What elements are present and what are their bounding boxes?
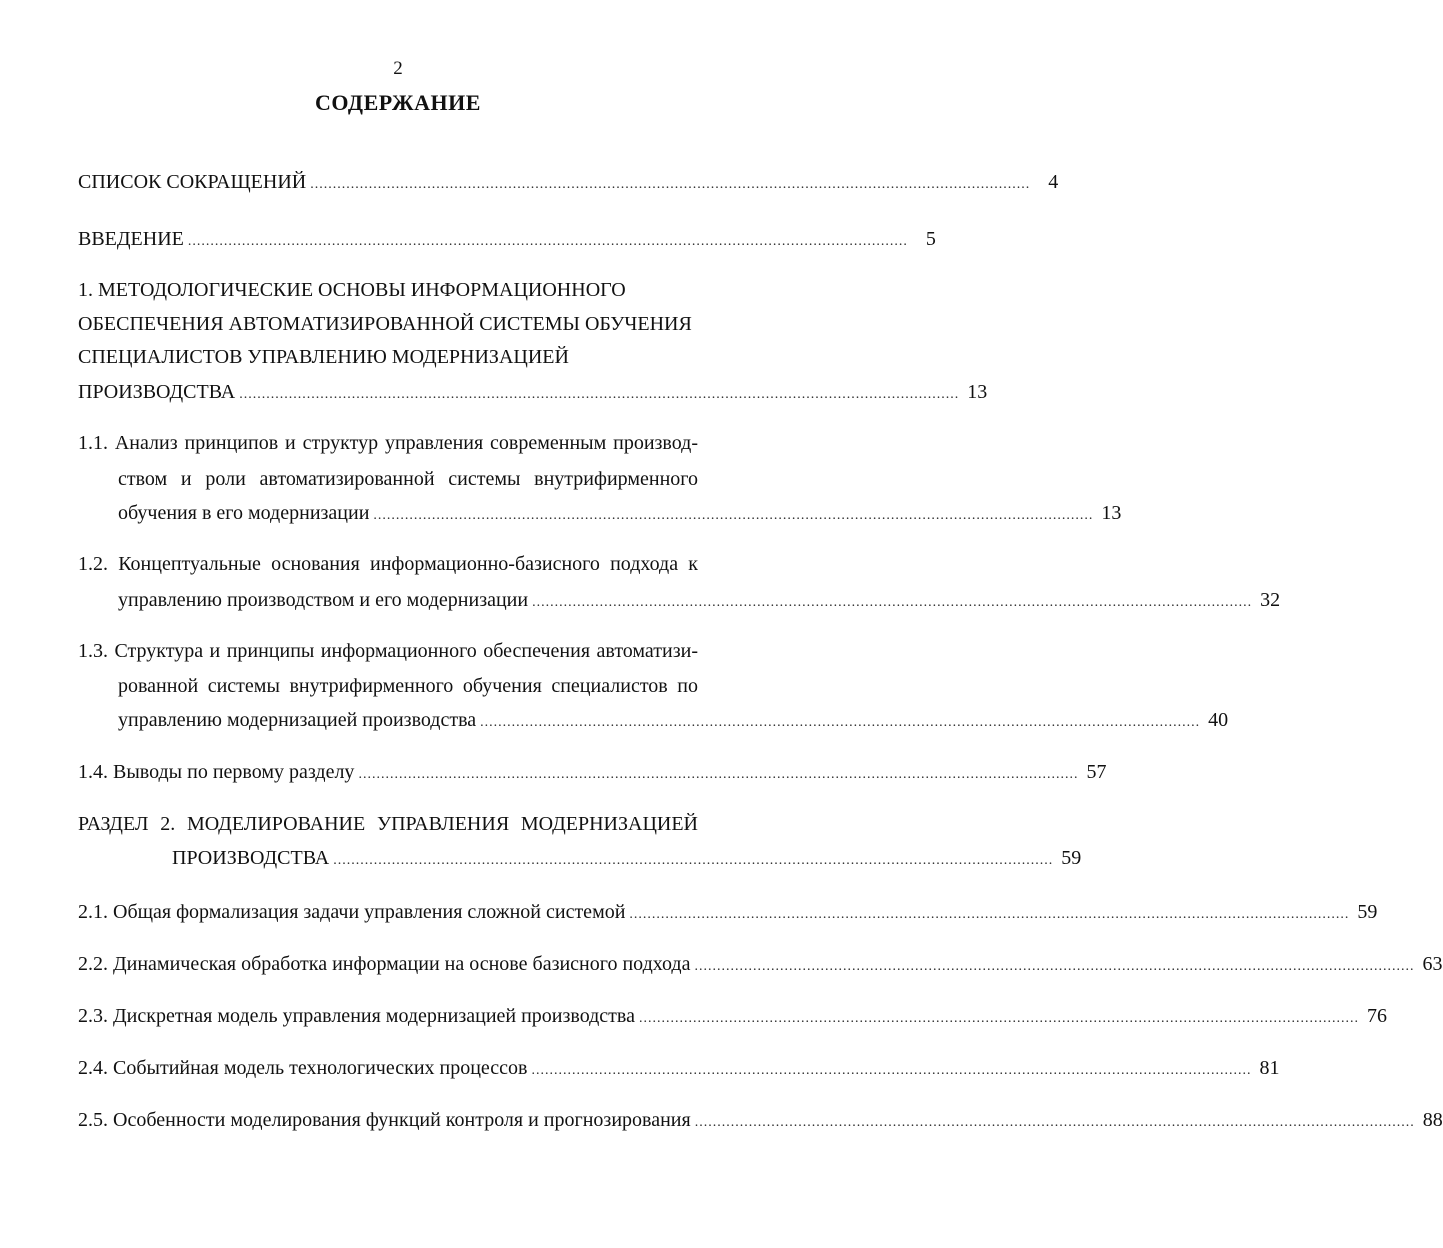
toc-entry-text: 2.2. Динамическая обработка информации на основе базисного подхода [78,953,691,975]
toc-entry-section-2-1[interactable] [78,900,1378,927]
toc-entry-text: 2.3. Дискретная модель управления модернизацией производства [78,1005,635,1027]
toc-entry-text-line: ПРОИЗВОДСТВА [172,847,330,869]
toc-entry-abbreviations[interactable] [78,170,1059,197]
toc-entry-page: 59 [1061,847,1082,869]
toc-entry-text: ВВЕДЕНИЕ [78,228,184,250]
dot-leader: ................................................................................................................................................................ [532,595,1253,610]
toc-entry-text-line: ПРОИЗВОДСТВА [78,381,236,403]
toc-entry-text-line: управлению производством и его модернизации [118,589,529,611]
toc-entry-page: 88 [1422,1109,1443,1131]
dot-leader: ................................................................................................................................................................ [694,959,1415,974]
dot-leader: ................................................................................................................................................................ [638,1011,1359,1026]
toc-entry-text: СПИСОК СОКРАЩЕНИЙ [78,171,307,193]
toc-entry-text-line: рованной системы внутрифирменного обучения специалистов по [118,675,698,697]
toc-entry-text-line: ством и роли автоматизированной системы внутрифирменного [118,468,698,490]
dot-leader: ................................................................................................................................................................ [187,234,908,249]
toc-entry-section-2-5[interactable] [78,1108,1443,1135]
toc-entry-text-line: обучения в его модернизации [118,502,370,524]
dot-leader: ................................................................................................................................................................ [358,767,1079,782]
toc-entry-page: 32 [1260,589,1281,611]
toc-entry-page: 13 [967,381,988,403]
toc-entry-text-line: 1.1. Анализ принципов и структур управления современным производ- [78,432,698,454]
toc-entry-text-line: 1.3. Структура и принципы информационного обеспечения автоматизи- [78,640,698,662]
dot-leader: ................................................................................................................................................................ [333,853,1054,868]
toc-entry-page: 40 [1208,709,1229,731]
toc-entry-page: 59 [1357,901,1378,923]
toc-entry-text-line: управлению модернизацией производства [118,709,477,731]
toc-entry-text: 2.5. Особенности моделирования функций контроля и прогнозирования [78,1109,691,1131]
toc-entry-text-line: РАЗДЕЛ 2. МОДЕЛИРОВАНИЕ УПРАВЛЕНИЯ МОДЕРНИЗАЦИЕЙ [78,813,698,835]
toc-entry-section-2-3[interactable] [78,1004,1387,1031]
dot-leader: ................................................................................................................................................................ [239,387,960,402]
toc-entry-text: 2.4. Событийная модель технологических процессов [78,1057,528,1079]
toc-entry-section-1-4[interactable] [78,760,1107,787]
page-number: 2 [393,58,403,79]
toc-entry-page: 5 [925,228,936,250]
toc-entry-page: 63 [1422,953,1443,975]
toc-entry-page: 76 [1366,1005,1387,1027]
toc-entry-introduction[interactable] [78,227,936,254]
toc-entry-text: 2.1. Общая формализация задачи управления сложной системой [78,901,626,923]
dot-leader: ................................................................................................................................................................ [629,907,1350,922]
dot-leader: ................................................................................................................................................................ [480,715,1201,730]
dot-leader: ................................................................................................................................................................ [310,177,1031,192]
toc-entry-text-line: 1. МЕТОДОЛОГИЧЕСКИЕ ОСНОВЫ ИНФОРМАЦИОННОГО [78,279,626,301]
toc-entry-page: 57 [1086,761,1107,783]
dot-leader: ................................................................................................................................................................ [373,508,1094,523]
dot-leader: ................................................................................................................................................................ [694,1115,1415,1130]
toc-entry-page: 81 [1259,1057,1280,1079]
toc-entry-text-line: СПЕЦИАЛИСТОВ УПРАВЛЕНИЮ МОДЕРНИЗАЦИЕЙ [78,346,569,368]
toc-entry-section-2-2[interactable] [78,952,1443,979]
dot-leader: ................................................................................................................................................................ [531,1063,1252,1078]
toc-entry-page: 4 [1048,171,1059,193]
page-title: СОДЕРЖАНИЕ [315,90,481,115]
toc-entry-page: 13 [1101,502,1122,524]
toc-entry-text: 1.4. Выводы по первому разделу [78,761,355,783]
toc-entry-text-line: 1.2. Концептуальные основания информационно-базисного подхода к [78,553,698,575]
toc-entry-section-2-4[interactable] [78,1056,1280,1083]
toc-entry-text-line: ОБЕСПЕЧЕНИЯ АВТОМАТИЗИРОВАННОЙ СИСТЕМЫ ОБУЧЕНИЯ [78,313,692,335]
